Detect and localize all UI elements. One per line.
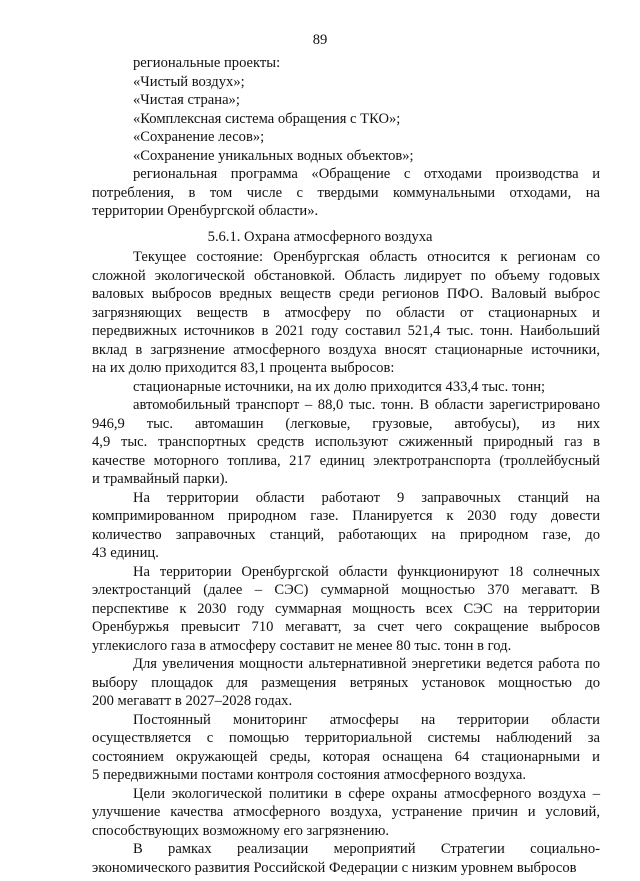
paragraph-line: 4,9 тыс. транспортных средств используют сжиженный природный газ в (92, 434, 600, 450)
paragraph-line: 5 передвижными постами контроля состояния атмосферного воздуха. (92, 767, 527, 783)
paragraph-line: Постоянный мониторинг атмосферы на территории области (133, 711, 600, 728)
paragraph-line: На территории Оренбургской области функционируют 18 солнечных (133, 563, 600, 580)
paragraph-line: качестве моторного топлива, 217 единиц электротранспорта (троллейбусный (92, 452, 600, 469)
projects-intro: региональные проекты: (133, 55, 281, 71)
paragraph-line: вклад в загрязнение атмосферного воздуха вносят стационарные источники, (92, 341, 600, 358)
paragraph-line: экономического развития Российской Федерации с низким уровнем выбросов (92, 859, 577, 876)
paragraph-line: В рамках реализации мероприятий Стратегии социально- (133, 841, 600, 857)
paragraph-line: сложной экологической обстановкой. Область лидирует по объему годовых (92, 267, 600, 284)
paragraph-line: количество заправочных станций, работающих на природном газе, до (92, 526, 600, 543)
paragraph-line: 946,9 тыс. автомашин (легковые, грузовые, автобусы), из них (92, 415, 600, 432)
paragraph-line: способствующих возможному его загрязнению. (92, 822, 389, 839)
paragraph-line: стационарные источники, на их долю приходится 433,4 тыс. тонн; (133, 378, 546, 395)
section-title: 5.6.1. Охрана атмосферного воздуха (207, 229, 433, 245)
paragraph-line: компримированном природном газе. Планируется к 2030 году довести (92, 508, 600, 524)
page-number: 89 (312, 32, 328, 48)
list-item: «Чистая страна»; (133, 92, 240, 108)
paragraph-line: выбору площадок для размещения ветряных установок мощностью до (92, 674, 600, 691)
program-line: потребления, в том числе с твердыми коммунальными отходами, на (92, 184, 600, 201)
paragraph-line: автомобильный транспорт – 88,0 тыс. тонн. В области зарегистрировано (133, 397, 600, 413)
paragraph-line: на их долю приходится 83,1 процента выбросов: (92, 360, 395, 376)
paragraph-line: 43 единиц. (92, 545, 159, 561)
program-line: территории Оренбургской области». (92, 203, 319, 219)
paragraph-line: 200 мегаватт в 2027–2028 годах. (92, 693, 293, 709)
paragraph-line: электростанций (далее – СЭС) суммарной мощностью 370 мегаватт. В (92, 582, 600, 598)
list-item: «Сохранение уникальных водных объектов»; (133, 147, 414, 164)
paragraph-line: углекислого газа в атмосферу составит не менее 80 тыс. тонн в год. (92, 637, 512, 654)
list-item: «Чистый воздух»; (133, 73, 245, 90)
list-item: «Сохранение лесов»; (133, 129, 265, 145)
paragraph-line: осуществляется с помощью территориальной системы наблюдений за (92, 730, 600, 746)
paragraph-line: Оренбуржья превысит 710 мегаватт, за счет чего сокращение выбросов (92, 619, 600, 635)
paragraph-line: перспективе к 2030 году суммарная мощность всех СЭС на территории (92, 600, 600, 617)
paragraph-line: Цели экологической политики в сфере охраны атмосферного воздуха – (133, 785, 600, 802)
paragraph-line: На территории области работают 9 заправочных станций на (133, 489, 600, 506)
paragraph-line: и трамвайный парки). (92, 471, 229, 487)
program-line: региональная программа «Обращение с отходами производства и (133, 166, 600, 182)
paragraph-line: Текущее состояние: Оренбургская область относится к регионам со (133, 249, 600, 265)
paragraph-line: загрязняющих веществ в атмосферу по области от стационарных и (92, 304, 600, 321)
paragraph-line: Для увеличения мощности альтернативной энергетики ведется работа по (133, 656, 600, 672)
list-item: «Комплексная система обращения с ТКО»; (133, 110, 401, 127)
paragraph-line: передвижных источников в 2021 году составил 521,4 тыс. тонн. Наибольший (92, 323, 600, 339)
paragraph-line: состоянием окружающей среды, которая оснащена 64 стационарными и (92, 748, 600, 765)
paragraph-line: валовых выбросов вредных веществ среди регионов ПФО. Валовый выброс (92, 286, 600, 302)
paragraph-line: улучшение качества атмосферного воздуха, устранение причин и условий, (92, 804, 600, 820)
